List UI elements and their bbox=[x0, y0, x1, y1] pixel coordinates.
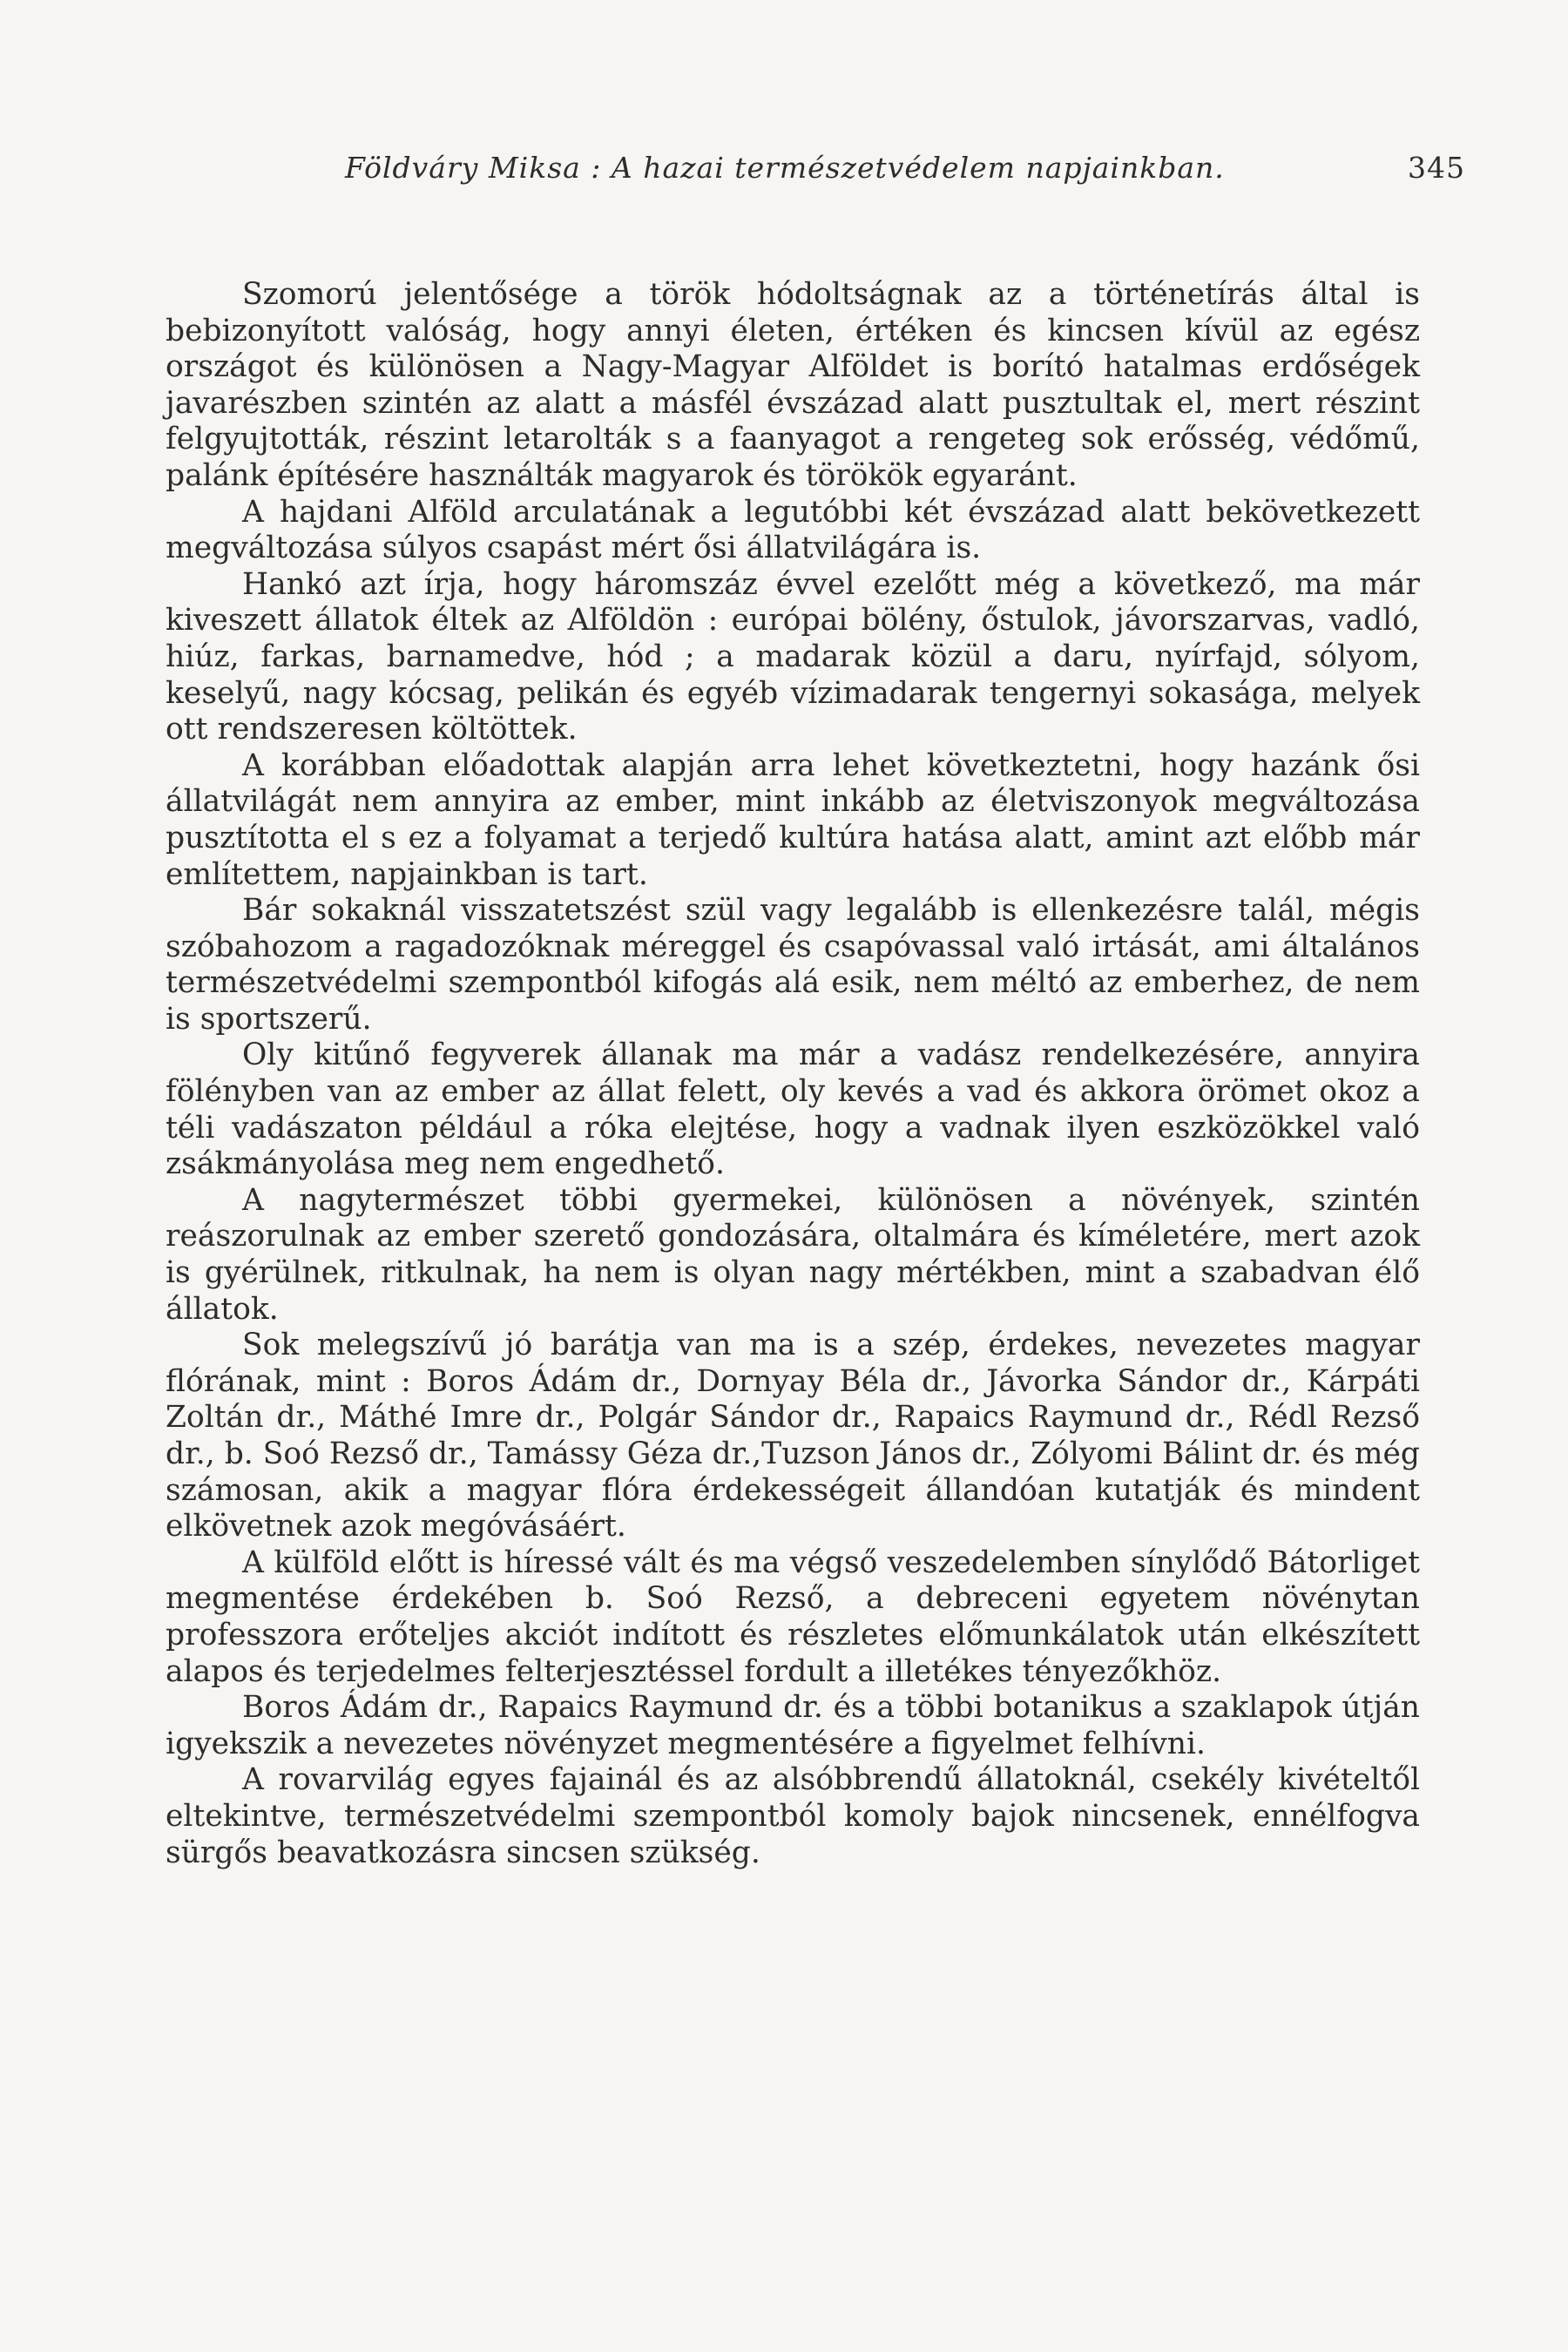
body-text bbox=[166, 277, 1420, 1871]
paragraph: Szomorú jelentősége a török hódoltságnak az a történetírás által is bebizonyított valóság, hogy annyi életen, értéken és kincsen kívül az egész országot és különösen a Nagy-Magyar Alföldet is borító hatalmas erdőségek javarészben szintén az alatt a másfél évszázad alatt pusztultak el, mert részint felgyujtották, részint letarolták s a faanyagot a rengeteg sok erősség, védőmű, palánk építésére használták magyarok és törökök egyaránt. bbox=[166, 277, 1420, 493]
paragraph: A nagytermészet többi gyermekei, különösen a növények, szintén reászorulnak az ember szerető gondozására, oltalmára és kíméletére, mert azok is gyérülnek, ritkulnak, ha nem is olyan nagy mértékben, mint a szabadvan élő állatok. bbox=[166, 1182, 1420, 1327]
paragraph: Boros Ádám dr., Rapaics Raymund dr. és a többi botanikus a szaklapok útján igyekszik a nevezetes növényzet megmentésére a figyelmet felhívni. bbox=[166, 1690, 1420, 1761]
paragraph: Sok melegszívű jó barátja van ma is a szép, érdekes, nevezetes magyar flórának, mint : Boros Ádám dr., Dornyay Béla dr., Jávorka Sándor dr., Kárpáti Zoltán dr., Máthé Imre dr., Polgár Sándor dr., Rapaics Raymund dr., Rédl Rezső dr., b. Soó Rezső dr., Tamássy Géza dr.,Tuzson János dr., Zólyomi Bálint dr. és még számosan, akik a magyar flóra érdekességeit állandóan kutatják és mindent elkövetnek azok megóvásáért. bbox=[166, 1328, 1420, 1544]
paragraph: A külföld előtt is híressé vált és ma végső veszedelemben sínylődő Bátorliget megmentése érdekében b. Soó Rezső, a debreceni egyetem növénytan professzora erőteljes akciót indított és részletes előmunkálatok után elkészített alapos és terjedelmes felterjesztéssel fordult a illetékes tényezőkhöz. bbox=[166, 1544, 1420, 1689]
paragraph: A rovarvilág egyes fajainál és az alsóbbrendű állatoknál, csekély kivételtől eltekintve, természetvédelmi szempontból komoly bajok nincsenek, ennélfogva sürgős beavatkozásra sincsen szükség. bbox=[166, 1762, 1420, 1870]
paragraph: Bár sokaknál visszatetszést szül vagy legalább is ellenkezésre talál, mégis szóbahozom a ragadozóknak méreggel és csapóvassal való irtását, ami általános természetvédelmi szempontból kifogás alá esik, nem méltó az emberhez, de nem is sportszerű. bbox=[166, 893, 1420, 1037]
page-number: 345 bbox=[1408, 151, 1465, 185]
page-header bbox=[345, 146, 1465, 190]
running-head: Földváry Miksa : A hazai természetvédelem napjainkban. bbox=[345, 151, 1225, 185]
paragraph: Hankó azt írja, hogy háromszáz évvel ezelőtt még a következő, ma már kiveszett állatok éltek az Alföldön : európai bölény, őstulok, jávorszarvas, vadló, hiúz, farkas, barnamedve, hód ; a madarak közül a daru, nyírfajd, sólyom, keselyű, nagy kócsag, pelikán és egyéb vízimadarak tengernyi sokasága, melyek ott rendszeresen költöttek. bbox=[166, 566, 1420, 747]
paragraph: Oly kitűnő fegyverek állanak ma már a vadász rendelkezésére, annyira fölényben van az ember az állat felett, oly kevés a vad és akkora örömet okoz a téli vadászaton például a róka elejtése, hogy a vadnak ilyen eszközökkel való zsákmányolása meg nem engedhető. bbox=[166, 1037, 1420, 1182]
paragraph: A hajdani Alföld arculatának a legutóbbi két évszázad alatt bekövetkezett megváltozása súlyos csapást mért ősi állatvilágára is. bbox=[166, 494, 1420, 566]
paragraph: A korábban előadottak alapján arra lehet következtetni, hogy hazánk ősi állatvilágát nem annyira az ember, mint inkább az életviszonyok megváltozása pusztította el s ez a folyamat a terjedő kultúra hatása alatt, amint azt előbb már említettem, napjainkban is tart. bbox=[166, 747, 1420, 892]
